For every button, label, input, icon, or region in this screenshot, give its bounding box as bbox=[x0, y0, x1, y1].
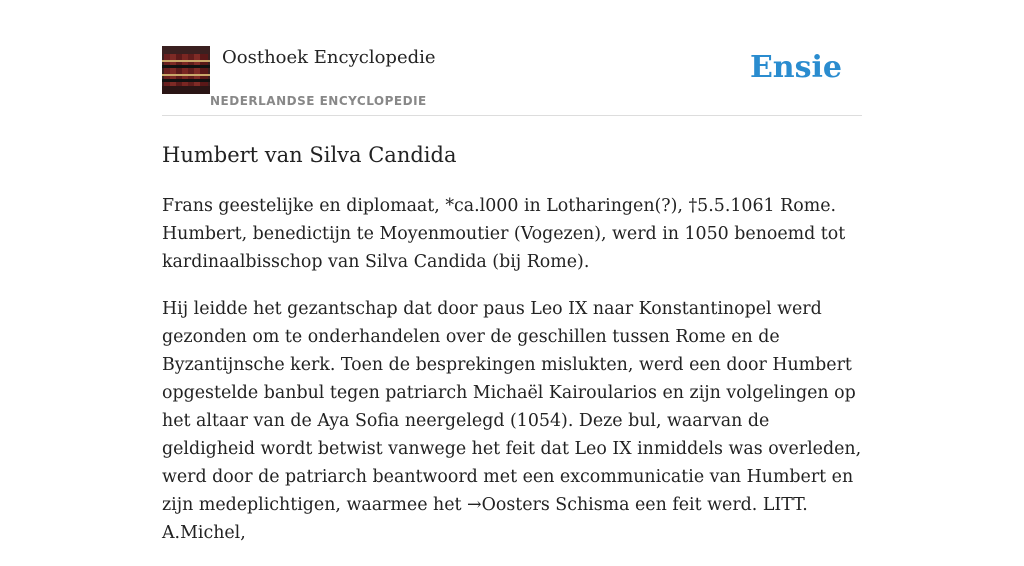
site-name[interactable]: Oosthoek Encyclopedie bbox=[222, 47, 436, 68]
article-body bbox=[162, 192, 862, 566]
article-paragraph: Frans geestelijke en diplomaat, *ca.l000 in Lotharingen(?), †5.5.1061 Rome. Humbert, benedictijn te Moyenmoutier (Vogezen), werd in 1050 benoemd tot kardinaalbisschop van Silva Candida (bij Rome). bbox=[162, 196, 846, 272]
site-subtitle: NEDERLANDSE ENCYCLOPEDIE bbox=[210, 94, 427, 108]
page-title: Humbert van Silva Candida bbox=[162, 143, 457, 167]
article-paragraph: Hij leidde het gezantschap dat door paus Leo IX naar Konstantinopel werd gezonden om te onderhandelen over de geschillen tussen Rome en de Byzantijnsche kerk. Toen de besprekingen mislukten, werd een door Humbert opgestelde banbul tegen patriarch Michaël Kairoularios en zijn volgelingen op het altaar van de Aya Sofia neergelegd (1054). Deze bul, waarvan de geldigheid wordt betwist vanwege het feit dat Leo IX inmiddels was overleden, werd door de patriarch beantwoord met een excommunicatie van Humbert en zijn medeplichtigen, waarmee het →Oosters Schisma een feit werd. LITT. A.Michel, bbox=[162, 299, 862, 543]
site-header bbox=[162, 46, 862, 116]
brand-logo-link[interactable]: Ensie bbox=[749, 50, 842, 85]
encyclopedia-books-icon[interactable] bbox=[162, 46, 210, 94]
